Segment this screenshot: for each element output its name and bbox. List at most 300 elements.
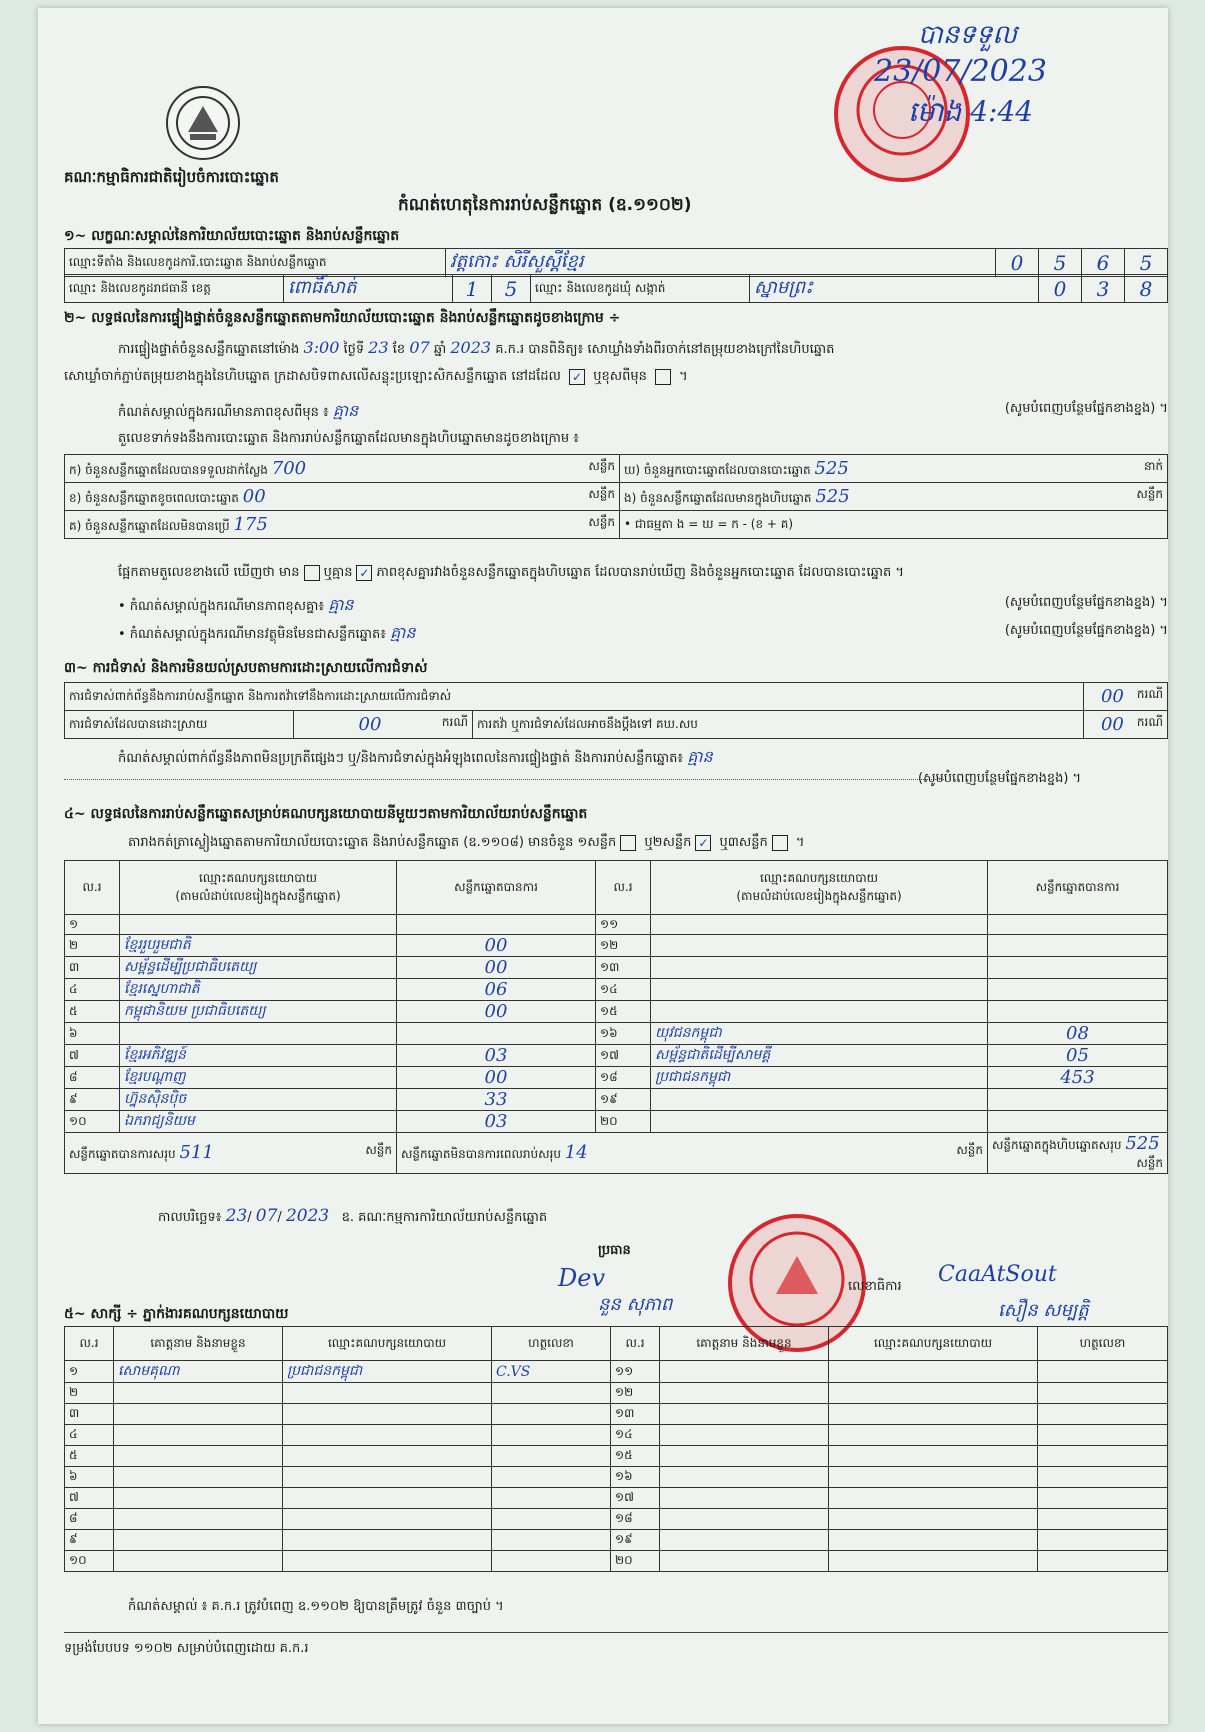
witness-name	[114, 1425, 283, 1446]
difference-note-label: • កំណត់សម្គាល់ក្នុងករណីមានភាពខុសគ្នា៖	[118, 599, 325, 614]
chair-label: ប្រធាន	[598, 1243, 631, 1258]
witness-party	[283, 1467, 492, 1488]
table-row	[65, 1361, 1168, 1383]
witness-party	[829, 1530, 1038, 1551]
seal-text: សោឃ្លាំចាក់ភ្ជាប់តម្រុយខាងក្នុងនៃហិបឆ្នោត ក្រដាសបិទពាសលើសន្លុះប្រឡោះសិកសន្លឹកឆ្នោត នៅដដែល	[64, 369, 561, 384]
witness-sign	[1038, 1425, 1168, 1446]
party-name: ខ្មែរបណ្ដាញ	[120, 1067, 397, 1089]
witness-party	[283, 1551, 492, 1572]
row-number: ១៥	[611, 1446, 660, 1467]
checkmark-icon[interactable]: ✓	[356, 565, 372, 581]
section1-table-row2	[64, 274, 1168, 303]
row-number: ៩	[65, 1530, 114, 1551]
verify-text: គ.ក.រ បានពិនិត្យ៖ សោឃ្លាំងទាំងពីរចាក់នៅតម្រុយខាងក្រៅនៃហិបឆ្នោត	[495, 342, 835, 357]
row-number: ១០	[65, 1111, 120, 1133]
ballot-figures-table	[64, 454, 1168, 539]
col-sign-header: ហត្ថលេខា	[492, 1327, 611, 1361]
verify-day: 23	[368, 338, 389, 357]
party-name: ហ្វ៊ុនស៊ិនប៉ិច	[120, 1089, 397, 1111]
col-party-header	[120, 861, 397, 915]
row-number: ២	[65, 935, 120, 957]
party-name	[651, 915, 988, 935]
row-number: ១៦	[596, 1023, 651, 1045]
polling-station-label: ឈ្មោះទីតាំង និងលេខកូដការិ.បោះឆ្នោត និងរាប់សន្លឹកឆ្នោត	[65, 249, 446, 277]
committee-name: គណៈកម្មាធិការជាតិរៀបចំការបោះឆ្នោត	[64, 168, 279, 186]
witness-party	[829, 1404, 1038, 1425]
witness-party: ប្រជាជនកម្ពុជា	[283, 1361, 492, 1383]
party-votes	[397, 1023, 596, 1045]
party-votes	[988, 957, 1168, 979]
party-name	[651, 979, 988, 1001]
party-votes	[988, 935, 1168, 957]
row-number: ១១	[611, 1361, 660, 1383]
party-name: ខ្មែរអភិវឌ្ឍន៍	[120, 1045, 397, 1067]
checkmark-icon[interactable]: ✓	[569, 369, 585, 385]
row-number: ១៣	[596, 957, 651, 979]
nec-emblem-icon	[166, 86, 240, 160]
col-party-sub: (តាមលំដាប់លេខរៀងក្នុងសន្លឹកឆ្នោត)	[175, 888, 341, 903]
unit: សន្លឹក	[1136, 1156, 1163, 1170]
witness-sign: C.VS	[492, 1361, 611, 1383]
difference-note-value: គ្មាន	[328, 595, 354, 614]
witness-name	[660, 1530, 829, 1551]
chair-signature: Dev	[558, 1264, 606, 1292]
table-row	[65, 915, 1168, 935]
witness-name	[660, 1467, 829, 1488]
witness-name	[660, 1446, 829, 1467]
formula: • ជាធម្មតា ង = ឃ = ក - (ខ + គ)	[620, 511, 1168, 539]
party-votes: 05	[988, 1045, 1168, 1067]
unchecked-box[interactable]	[304, 565, 320, 581]
unchecked-box[interactable]	[655, 369, 671, 385]
witness-party	[283, 1488, 492, 1509]
col-no-header: ល.រ	[611, 1327, 660, 1361]
resolved-value: 00	[358, 714, 382, 735]
witness-sign	[492, 1467, 611, 1488]
row-number: ៥	[65, 1446, 114, 1467]
party-name	[651, 957, 988, 979]
table-row	[65, 1509, 1168, 1530]
table-row	[65, 979, 1168, 1001]
witness-name	[660, 1361, 829, 1383]
received-time: ម៉ោង 4:44	[908, 95, 1034, 128]
witness-sign	[492, 1425, 611, 1446]
col-votes-header: សន្លឹកឆ្នោតបានការ	[397, 861, 596, 915]
witness-table	[64, 1326, 1168, 1572]
table-row	[65, 957, 1168, 979]
witness-party	[829, 1509, 1038, 1530]
verification-line	[118, 338, 1168, 360]
col-no-header: ល.រ	[596, 861, 651, 915]
form-title: កំណត់ហេតុនៃការរាប់សន្លឹកឆ្នោត (ឧ.១១០២)	[398, 195, 692, 215]
party-name: យុវជនកម្ពុជា	[651, 1023, 988, 1045]
row-number: ២០	[611, 1551, 660, 1572]
province-code-digit: 5	[492, 275, 531, 303]
row-number: ១៧	[596, 1045, 651, 1067]
table-row	[65, 1383, 1168, 1404]
received-date: 23/07/2023	[874, 54, 1047, 89]
party-results-table	[64, 860, 1168, 1174]
verify-month-label: ខែ	[392, 342, 406, 357]
box-ballots-value: 525	[815, 485, 850, 507]
form-sheet	[38, 8, 1168, 1724]
resolved-label: ការជំទាស់ដែលបានដោះស្រាយ	[65, 711, 294, 739]
difference-note-line	[118, 594, 1168, 618]
seal-line: សោឃ្លាំចាក់ភ្ជាប់តម្រុយខាងក្នុងនៃហិបឆ្នោត ក្រដាសបិទពាសលើសន្លុះប្រឡោះសិកសន្លឹកឆ្នោត នៅដដែល ✓ ឬខុសពីមុន ។	[64, 369, 688, 384]
witness-name	[114, 1383, 283, 1404]
row-number: ៩	[65, 1089, 120, 1111]
witness-sign	[492, 1509, 611, 1530]
witness-sign	[1038, 1446, 1168, 1467]
col-party-title: ឈ្មោះគណបក្សនយោបាយ	[198, 870, 318, 885]
compare-none-label: ឬគ្មាន	[323, 565, 353, 580]
witness-name	[660, 1404, 829, 1425]
witness-name	[660, 1425, 829, 1446]
party-name	[651, 1001, 988, 1023]
witness-party	[829, 1551, 1038, 1572]
witness-name	[660, 1383, 829, 1404]
witness-party	[283, 1383, 492, 1404]
col-party-header: ឈ្មោះគណបក្សនយោបាយ	[283, 1327, 492, 1361]
row-number: ៣	[65, 957, 120, 979]
row-number: ១៧	[611, 1488, 660, 1509]
witness-sign	[1038, 1383, 1168, 1404]
party-name: ខ្មែរស្នេហាជាតិ	[120, 979, 397, 1001]
row-number: ៨	[65, 1509, 114, 1530]
witness-party	[829, 1488, 1038, 1509]
row-number: ១៥	[596, 1001, 651, 1023]
col-party-header	[651, 861, 988, 915]
footer-text: ទម្រង់បែបបទ ១១០២ សម្រាប់បំពេញដោយ គ.ក.រ	[64, 1641, 309, 1656]
received-ballots-label: ក) ចំនួនសន្លឹកឆ្នោតដែលបានទទួលដាក់ស្លែង	[69, 462, 268, 477]
party-name: ឯករាជ្យនិយម	[120, 1111, 397, 1133]
section5-title: ៥~ សាក្សី ÷ ភ្នាក់ងារគណបក្សនយោបាយ	[64, 1306, 289, 1322]
row-number: ២០	[596, 1111, 651, 1133]
province-name: ពោធិ៍សាត់	[284, 275, 453, 303]
row-number: ១៩	[611, 1530, 660, 1551]
witness-name: សោមគុណា	[114, 1361, 283, 1383]
witness-party	[283, 1404, 492, 1425]
object-note-label: • កំណត់សម្គាល់ក្នុងករណីមានវត្ថុមិនមែនជាសន្លឹកឆ្នោត៖	[118, 627, 386, 642]
objection-label: ការជំទាស់ពាក់ព័ន្ធនឹងការរាប់សន្លឹកឆ្នោត និងការតវ៉ាទៅនឹងការដោះស្រាយលើការជំទាស់	[65, 683, 1084, 711]
col-name-header: គោត្តនាម និងនាមខ្លួន	[114, 1327, 283, 1361]
table-row	[65, 1023, 1168, 1045]
party-votes: 00	[397, 1067, 596, 1089]
fill-hint: (សូមបំពេញបន្ថែមផ្នែកខាងខ្នង) ។	[1004, 595, 1168, 610]
diff-note-line	[118, 400, 1168, 424]
footer-divider	[64, 1632, 1168, 1633]
row-number: ១	[65, 1361, 114, 1383]
witness-name	[660, 1551, 829, 1572]
polling-station-name: វត្តកោះ សិរីសួស្តីខ្មែរ	[446, 249, 996, 277]
witness-sign	[1038, 1530, 1168, 1551]
commune-name: ស្នាមព្រះ	[750, 275, 1039, 303]
table-row	[65, 1530, 1168, 1551]
fill-hint: (សូមបំពេញបន្ថែមផ្នែកខាងខ្នង) ។	[918, 771, 1082, 786]
party-votes: 33	[397, 1089, 596, 1111]
verify-year-label: ឆ្នាំ	[433, 342, 447, 357]
spoiled-ballots-label: ខ) ចំនួនសន្លឹកឆ្នោតខូចពេលបោះឆ្នោត	[69, 490, 239, 505]
section4-title: ៤~ លទ្ធផលនៃការរាប់សន្លឹកឆ្នោតសម្រាប់គណបក្សនយោបាយនីមួយៗតាមការិយាល័យរាប់សន្លឹកឆ្នោត	[64, 806, 588, 822]
station-code-digit: 5	[1039, 249, 1082, 277]
total-invalid-label: សន្លឹកឆ្នោតមិនបានការពេលរាប់សរុប	[401, 1147, 561, 1161]
station-code-digit: 6	[1082, 249, 1125, 277]
witness-sign	[492, 1404, 611, 1425]
case-unit: ករណី	[1136, 715, 1163, 729]
party-name: សម្ព័ន្ធជាតិដើម្បីសាមគ្គី	[651, 1045, 988, 1067]
witness-sign	[492, 1551, 611, 1572]
tally-pages-line: តារាងកត់ត្រាស្លៀងឆ្នោតតាមការិយាល័យបោះឆ្នោត និងរាប់សន្លឹកឆ្នោត (ឧ.១១០៨) មានចំនួន ១សន្លឹក ឬ២សន្លឹក ✓ ឬ៣សន្លឹក ។	[128, 835, 805, 850]
unit: សន្លឹក	[956, 1143, 983, 1157]
unit: សន្លឹក	[365, 1143, 392, 1157]
table-row	[65, 1089, 1168, 1111]
col-party-title: ឈ្មោះគណបក្សនយោបាយ	[759, 870, 879, 885]
witness-sign	[492, 1488, 611, 1509]
table-row	[65, 935, 1168, 957]
party-votes	[988, 979, 1168, 1001]
total-invalid-value: 14	[564, 1142, 588, 1163]
fill-hint: (សូមបំពេញបន្ថែមផ្នែកខាងខ្នង) ។	[1004, 401, 1168, 416]
party-name: ប្រជាជនកម្ពុជា	[651, 1067, 988, 1089]
station-code-digit: 5	[1125, 249, 1168, 277]
diff-note-label: កំណត់សម្គាល់ក្នុងករណីមានភាពខុសពីមុន ៖	[118, 405, 329, 420]
witness-sign	[1038, 1404, 1168, 1425]
commune-code-digit: 0	[1039, 275, 1082, 303]
witness-name	[114, 1446, 283, 1467]
row-number: ១៨	[611, 1509, 660, 1530]
compare-has-label: ផ្អែកតាមតួលេខខាងលើ ឃើញថា មាន	[118, 565, 300, 580]
witness-sign	[1038, 1488, 1168, 1509]
unit: សន្លឹក	[588, 458, 615, 473]
province-code-digit: 1	[453, 275, 492, 303]
compare-text: ភាពខុសគ្នារវាងចំនួនសន្លឹកឆ្នោតក្នុងហិបឆ្នោត ដែលបានរាប់ឃើញ និងចំនួនអ្នកបោះឆ្នោត ដែលបានបោះឆ្នោត ។	[376, 565, 904, 580]
row-number: ១០	[65, 1551, 114, 1572]
table-row	[65, 1446, 1168, 1467]
witness-note: កំណត់សម្គាល់ ៖ គ.ក.រ ត្រូវបំពេញ ឧ.១១០២ ឱ្យបានត្រឹមត្រូវ ចំនួន ៣ច្បាប់ ។	[128, 1599, 504, 1614]
verify-time-label: ការផ្ទៀងផ្ទាត់ចំនួនសន្លឹកឆ្នោតនៅម៉ោង	[118, 342, 300, 357]
date-month: 07	[255, 1206, 278, 1226]
tally-opt2-label: ឬ២សន្លឹក	[644, 835, 692, 850]
voters-label: ឃ) ចំនួនអ្នកបោះឆ្នោតដែលបានបោះឆ្នោត	[624, 462, 811, 477]
witness-name	[660, 1509, 829, 1530]
row-number: ២	[65, 1383, 114, 1404]
section1-title: ១~ លក្ខណៈសម្គាល់នៃការិយាល័យបោះឆ្នោត និងរាប់សន្លឹកឆ្នោត	[64, 228, 400, 244]
table-row	[65, 1404, 1168, 1425]
col-no-header: ល.រ	[65, 861, 120, 915]
changed-label: ឬខុសពីមុន	[593, 369, 647, 384]
party-votes: 00	[397, 1001, 596, 1023]
chair-name: នួន សុភាព	[598, 1294, 673, 1315]
party-votes: 08	[988, 1023, 1168, 1045]
party-votes: 453	[988, 1067, 1168, 1089]
irregularity-note-value: គ្មាន	[687, 747, 713, 766]
fill-hint: (សូមបំពេញបន្ថែមផ្នែកខាងខ្នង) ។	[1004, 623, 1168, 638]
table-row	[65, 1001, 1168, 1023]
office-label: ឧ. គណៈកម្មការការិយាល័យរាប់សន្លឹកឆ្នោត	[341, 1210, 548, 1225]
total-box-label: សន្លឹកឆ្នោតក្នុងហិបឆ្នោតសរុប	[992, 1138, 1122, 1152]
party-votes	[988, 1089, 1168, 1111]
row-number: ១៦	[611, 1467, 660, 1488]
col-party-header: ឈ្មោះគណបក្សនយោបាយ	[829, 1327, 1038, 1361]
witness-sign	[1038, 1361, 1168, 1383]
case-unit: ករណី	[441, 715, 468, 729]
witness-sign	[492, 1383, 611, 1404]
row-number: ១៤	[596, 979, 651, 1001]
date-day: 23	[225, 1206, 248, 1226]
party-name: សម្ព័ន្ធដើម្បីប្រជាធិបតេយ្យ	[120, 957, 397, 979]
table-row	[65, 1067, 1168, 1089]
verify-year: 2023	[450, 338, 492, 357]
unused-ballots-value: 175	[233, 513, 268, 535]
date-label: កាលបរិច្ឆេទ៖	[158, 1210, 222, 1225]
witness-party	[829, 1425, 1038, 1446]
voters-value: 525	[814, 457, 849, 479]
party-name	[120, 915, 397, 935]
total-valid-label: សន្លឹកឆ្នោតបានការសរុប	[69, 1147, 176, 1161]
party-name	[651, 935, 988, 957]
party-votes	[988, 1001, 1168, 1023]
row-number: ៧	[65, 1045, 120, 1067]
total-box-value: 525	[1125, 1133, 1160, 1154]
row-number: ១	[65, 915, 120, 935]
table-row	[65, 1488, 1168, 1509]
row-number: ១២	[596, 935, 651, 957]
case-unit: ករណី	[1136, 687, 1163, 701]
party-name	[651, 1111, 988, 1133]
table-row	[65, 1111, 1168, 1133]
irregularity-note-line	[118, 746, 713, 770]
secretary-signature: CaaAtSout	[938, 1262, 1057, 1287]
col-votes-header: សន្លឹកឆ្នោតបានការ	[988, 861, 1168, 915]
tally-opt3-label: ឬ៣សន្លឹក	[719, 835, 768, 850]
row-number: ៥	[65, 1001, 120, 1023]
station-code-digit: 0	[996, 249, 1039, 277]
row-number: ៤	[65, 979, 120, 1001]
commune-code-digit: 3	[1082, 275, 1125, 303]
witness-name	[114, 1488, 283, 1509]
row-number: ១៨	[596, 1067, 651, 1089]
unit: សន្លឹក	[588, 486, 615, 501]
row-number: ១៣	[611, 1404, 660, 1425]
party-votes	[988, 1111, 1168, 1133]
witness-party	[829, 1361, 1038, 1383]
unchecked-box[interactable]	[772, 835, 788, 851]
compare-line	[118, 564, 904, 583]
object-note-line	[118, 622, 1168, 646]
table-row	[65, 1467, 1168, 1488]
row-number: ១៤	[611, 1425, 660, 1446]
appeal-value: 00	[1100, 714, 1124, 735]
party-results-wrap	[64, 860, 1168, 1174]
col-sign-header: ហត្ថលេខា	[1038, 1327, 1168, 1361]
row-number: ៨	[65, 1067, 120, 1089]
witness-name	[114, 1551, 283, 1572]
received-label: បានទទួល	[918, 20, 1018, 50]
witness-name	[114, 1509, 283, 1530]
table-row	[65, 1045, 1168, 1067]
diff-note-value: គ្មាន	[332, 401, 359, 420]
col-name-header: គោត្តនាម និងនាមខ្លួន	[660, 1327, 829, 1361]
witness-sign	[1038, 1467, 1168, 1488]
objection-table	[64, 682, 1168, 739]
col-no-header: ល.រ	[65, 1327, 114, 1361]
witness-sign	[1038, 1509, 1168, 1530]
witness-sign	[492, 1530, 611, 1551]
witness-name	[660, 1488, 829, 1509]
figures-intro: តួលេខទាក់ទងនឹងការបោះឆ្នោត និងការរាប់សន្លឹកឆ្នោតដែលមានក្នុងហិបឆ្នោតមានដូចខាងក្រោម ៖	[118, 431, 579, 446]
party-votes	[988, 915, 1168, 935]
row-number: ៧	[65, 1488, 114, 1509]
commune-code-digit: 8	[1125, 275, 1168, 303]
row-number: ១៩	[596, 1089, 651, 1111]
verify-time: 3:00	[303, 338, 340, 357]
box-ballots-label: ង) ចំនួនសន្លឹកឆ្នោតដែលមានក្នុងហិបឆ្នោត	[624, 490, 812, 505]
date-year: 2023	[285, 1206, 330, 1226]
col-party-sub: (តាមលំដាប់លេខរៀងក្នុងសន្លឹកឆ្នោត)	[736, 888, 902, 903]
party-votes: 00	[397, 935, 596, 957]
witness-party	[283, 1509, 492, 1530]
witness-sign	[492, 1446, 611, 1467]
secretary-name: សឿន សម្បត្តិ	[998, 1300, 1089, 1321]
witness-party	[829, 1467, 1038, 1488]
irregularity-note-label: កំណត់សម្គាល់ពាក់ព័ន្ធនឹងភាពមិនប្រក្រតីផ្សេងៗ ឬ/និងការជំទាស់ក្នុងអំឡុងពេលនៃការផ្ទៀងផ្ទាត់ និងការរាប់សន្លឹកឆ្នោត៖	[118, 751, 684, 766]
unit: សន្លឹក	[1136, 486, 1163, 501]
witness-party	[829, 1446, 1038, 1467]
unchecked-box[interactable]	[620, 835, 636, 851]
witness-name	[114, 1404, 283, 1425]
row-number: ១១	[596, 915, 651, 935]
party-name: កម្ពុជានិយម ប្រជាធិបតេយ្យ	[120, 1001, 397, 1023]
row-number: ៤	[65, 1425, 114, 1446]
row-number: ៦	[65, 1023, 120, 1045]
party-votes: 06	[397, 979, 596, 1001]
unit: សន្លឹក	[588, 514, 615, 529]
witness-name	[114, 1530, 283, 1551]
appeal-label: ការតវ៉ា ឬការជំទាស់ដែលអាចនឹងប្ដឹងទៅ គឃ.សប	[473, 711, 1084, 739]
unit: នាក់	[1143, 458, 1163, 473]
section3-title: ៣~ ការជំទាស់ និងការមិនយល់ស្របតាមការដោះស្រាយលើការជំទាស់	[64, 660, 428, 676]
row-number: ៦	[65, 1467, 114, 1488]
table-row	[65, 1551, 1168, 1572]
party-votes: 03	[397, 1111, 596, 1133]
verify-day-label: ថ្ងៃទី	[343, 342, 365, 357]
unused-ballots-label: គ) ចំនួនសន្លឹកឆ្នោតដែលមិនបានប្រើ	[69, 518, 230, 533]
party-name: ខ្មែររួបរួមជាតិ	[120, 935, 397, 957]
checkmark-icon[interactable]: ✓	[695, 835, 711, 851]
witness-party	[283, 1530, 492, 1551]
party-name	[651, 1089, 988, 1111]
section2-title: ២~ លទ្ធផលនៃការផ្ទៀងផ្ទាត់ចំនួនសន្លឹកឆ្នោតតាមការិយាល័យបោះឆ្នោត និងរាប់សន្លឹកឆ្នោតដូចខាងក្រោម ÷	[64, 310, 621, 326]
section1-table	[64, 248, 1168, 277]
party-votes	[397, 915, 596, 935]
witness-party	[829, 1383, 1038, 1404]
fill-line	[64, 778, 944, 780]
tally-pages-label: តារាងកត់ត្រាស្លៀងឆ្នោតតាមការិយាល័យបោះឆ្នោត និងរាប់សន្លឹកឆ្នោត (ឧ.១១០៨) មានចំនួន ១សន្លឹក	[128, 835, 617, 850]
witness-party	[283, 1446, 492, 1467]
objection-value: 00	[1100, 686, 1124, 707]
total-valid-value: 511	[179, 1142, 214, 1163]
commune-label: ឈ្មោះ និងលេខកូដឃុំ សង្កាត់	[531, 275, 750, 303]
party-votes: 00	[397, 957, 596, 979]
secretary-label: លេខាធិការ	[848, 1279, 902, 1294]
witness-party	[283, 1425, 492, 1446]
witness-sign	[1038, 1551, 1168, 1572]
verify-month: 07	[409, 338, 430, 357]
spoiled-ballots-value: 00	[242, 485, 266, 507]
province-label: ឈ្មោះ និងលេខកូដរាជធានី ខេត្ត	[65, 275, 284, 303]
date-line: កាលបរិច្ឆេទ៖ 23/ 07/ 2023 ឧ. គណៈកម្មការការិយាល័យរាប់សន្លឹកឆ្នោត	[158, 1206, 548, 1226]
table-row	[65, 1425, 1168, 1446]
